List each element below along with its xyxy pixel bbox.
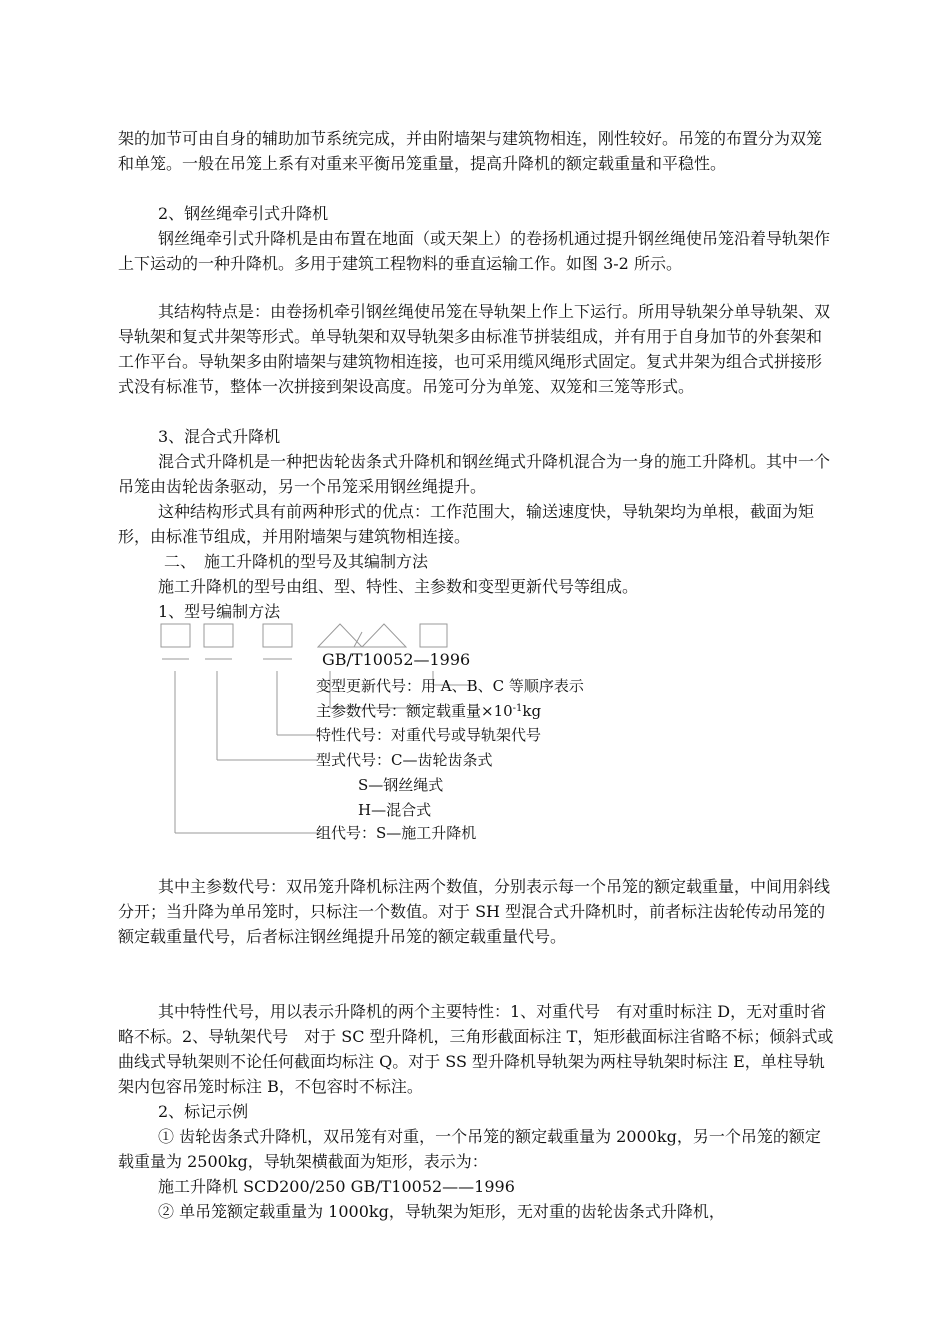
- paragraph-hybrid-intro: 混合式升降机是一种把齿轮齿条式升降机和钢丝绳式升降机混合为一身的施工升降机。其中一个吊笼由齿轮齿条驱动，另一个吊笼采用钢丝绳提升。: [118, 452, 831, 496]
- main-param-exponent: -1: [512, 703, 523, 714]
- heading-model-method: 1、型号编制方法: [158, 602, 281, 621]
- paragraph-hybrid-advantages: 这种结构形式具有前两种形式的优点：工作范围大，输送速度快，导轨架均为单根，截面为矩形，由标准节组成，并用附墙架与建筑物相连接。: [118, 502, 815, 546]
- paragraph-rack-pinion-end: 架的加节可由自身的辅助加节系统完成，并由附墙架与建筑物相连，刚性较好。吊笼的布置分为双笼和单笼。一般在吊笼上系有对重来平衡吊笼重量，提高升降机的额定载重量和平稳性。: [118, 129, 823, 173]
- feature-code-box: [263, 624, 292, 647]
- section-model-coding: 二、 施工升降机的型号及其编制方法: [164, 552, 429, 571]
- diagram-type-label: 型式代号：C—齿轮齿条式: [316, 751, 493, 769]
- main-param-text: 主参数代号：额定载重量×10: [316, 702, 513, 720]
- diagram-standard-label: GB/T10052—1996: [322, 650, 471, 669]
- diagram-main-param-label: [316, 701, 541, 721]
- paragraph-model-composition: 施工升降机的型号由组、型、特性、主参数和变型更新代号等组成。: [158, 577, 639, 596]
- paragraph-feature-explain: 其中特性代号，用以表示升降机的两个主要特性：1、对重代号 有对重时标注 D，无对重时省略不标。2、导轨架代号 对于 SC 型升降机，三角形截面标注 T，矩形截面标注省略不标；倾斜式或曲线式导轨架则不论任何截面均标注 Q。对于 SS 型升降机导轨架为两柱导轨架时标注 E，单柱导轨架内包容吊笼时标注 B，不包容时不标注。: [118, 1002, 834, 1096]
- heading-marking-examples: 2、标记示例: [158, 1102, 249, 1121]
- diagram-type-h-label: H—混合式: [358, 801, 432, 819]
- paragraph-example-1: ① 齿轮齿条式升降机，双吊笼有对重，一个吊笼的额定载重量为 2000kg，另一个吊笼的额定载重量为 2500kg，导轨架横截面为矩形，表示为：: [118, 1127, 821, 1171]
- type-code-box: [204, 624, 233, 647]
- diagram-variant-label: 变型更新代号：用 A、B、C 等顺序表示: [316, 677, 584, 695]
- heading-wire-rope-hoist: 2、钢丝绳牵引式升降机: [158, 204, 329, 223]
- group-code-box: [161, 624, 190, 647]
- paragraph-wire-rope-structure: 其结构特点是：由卷扬机牵引钢丝绳使吊笼在导轨架上作上下运行。所用导轨架分单导轨架、双导轨架和复式井架等形式。单导轨架和双导轨架多由标准节拼装组成，并有用于自身加节的外套架和工作平台。导轨架多由附墙架与建筑物相连接，也可采用缆风绳形式固定。复式井架为组合式拼接形式没有标准节，整体一次拼接到架设高度。吊笼可分为单笼、双笼和三笼等形式。: [118, 302, 831, 396]
- main-param-unit: kg: [522, 702, 542, 720]
- paragraph-main-param-explain: 其中主参数代号：双吊笼升降机标注两个数值，分别表示每一个吊笼的额定载重量，中间用斜线分开；当升降为单吊笼时，只标注一个数值。对于 SH 型混合式升降机时，前者标注齿轮传动吊笼的额定载重量代号，后者标注钢丝绳提升吊笼的额定载重量代号。: [118, 877, 831, 946]
- paragraph-wire-rope-intro: 钢丝绳牵引式升降机是由布置在地面（或天架上）的卷扬机通过提升钢丝绳使吊笼沿着导轨架作上下运动的一种升降机。多用于建筑工程物料的垂直运输工作。如图 3-2 所示。: [118, 229, 831, 273]
- paragraph-example-2: ② 单吊笼额定载重量为 1000kg，导轨架为矩形，无对重的齿轮齿条式升降机，: [158, 1202, 725, 1221]
- diagram-type-s-label: S—钢丝绳式: [358, 776, 444, 794]
- main-param-triangle-2: [362, 624, 406, 647]
- heading-hybrid-hoist: 3、混合式升降机: [158, 427, 281, 446]
- paragraph-example-1-code: 施工升降机 SCD200/250 GB/T10052——1996: [158, 1177, 515, 1196]
- variant-code-box: [420, 624, 447, 647]
- diagram-feature-label: 特性代号：对重代号或导轨架代号: [316, 726, 542, 744]
- diagram-group-label: 组代号：S—施工升降机: [316, 824, 477, 842]
